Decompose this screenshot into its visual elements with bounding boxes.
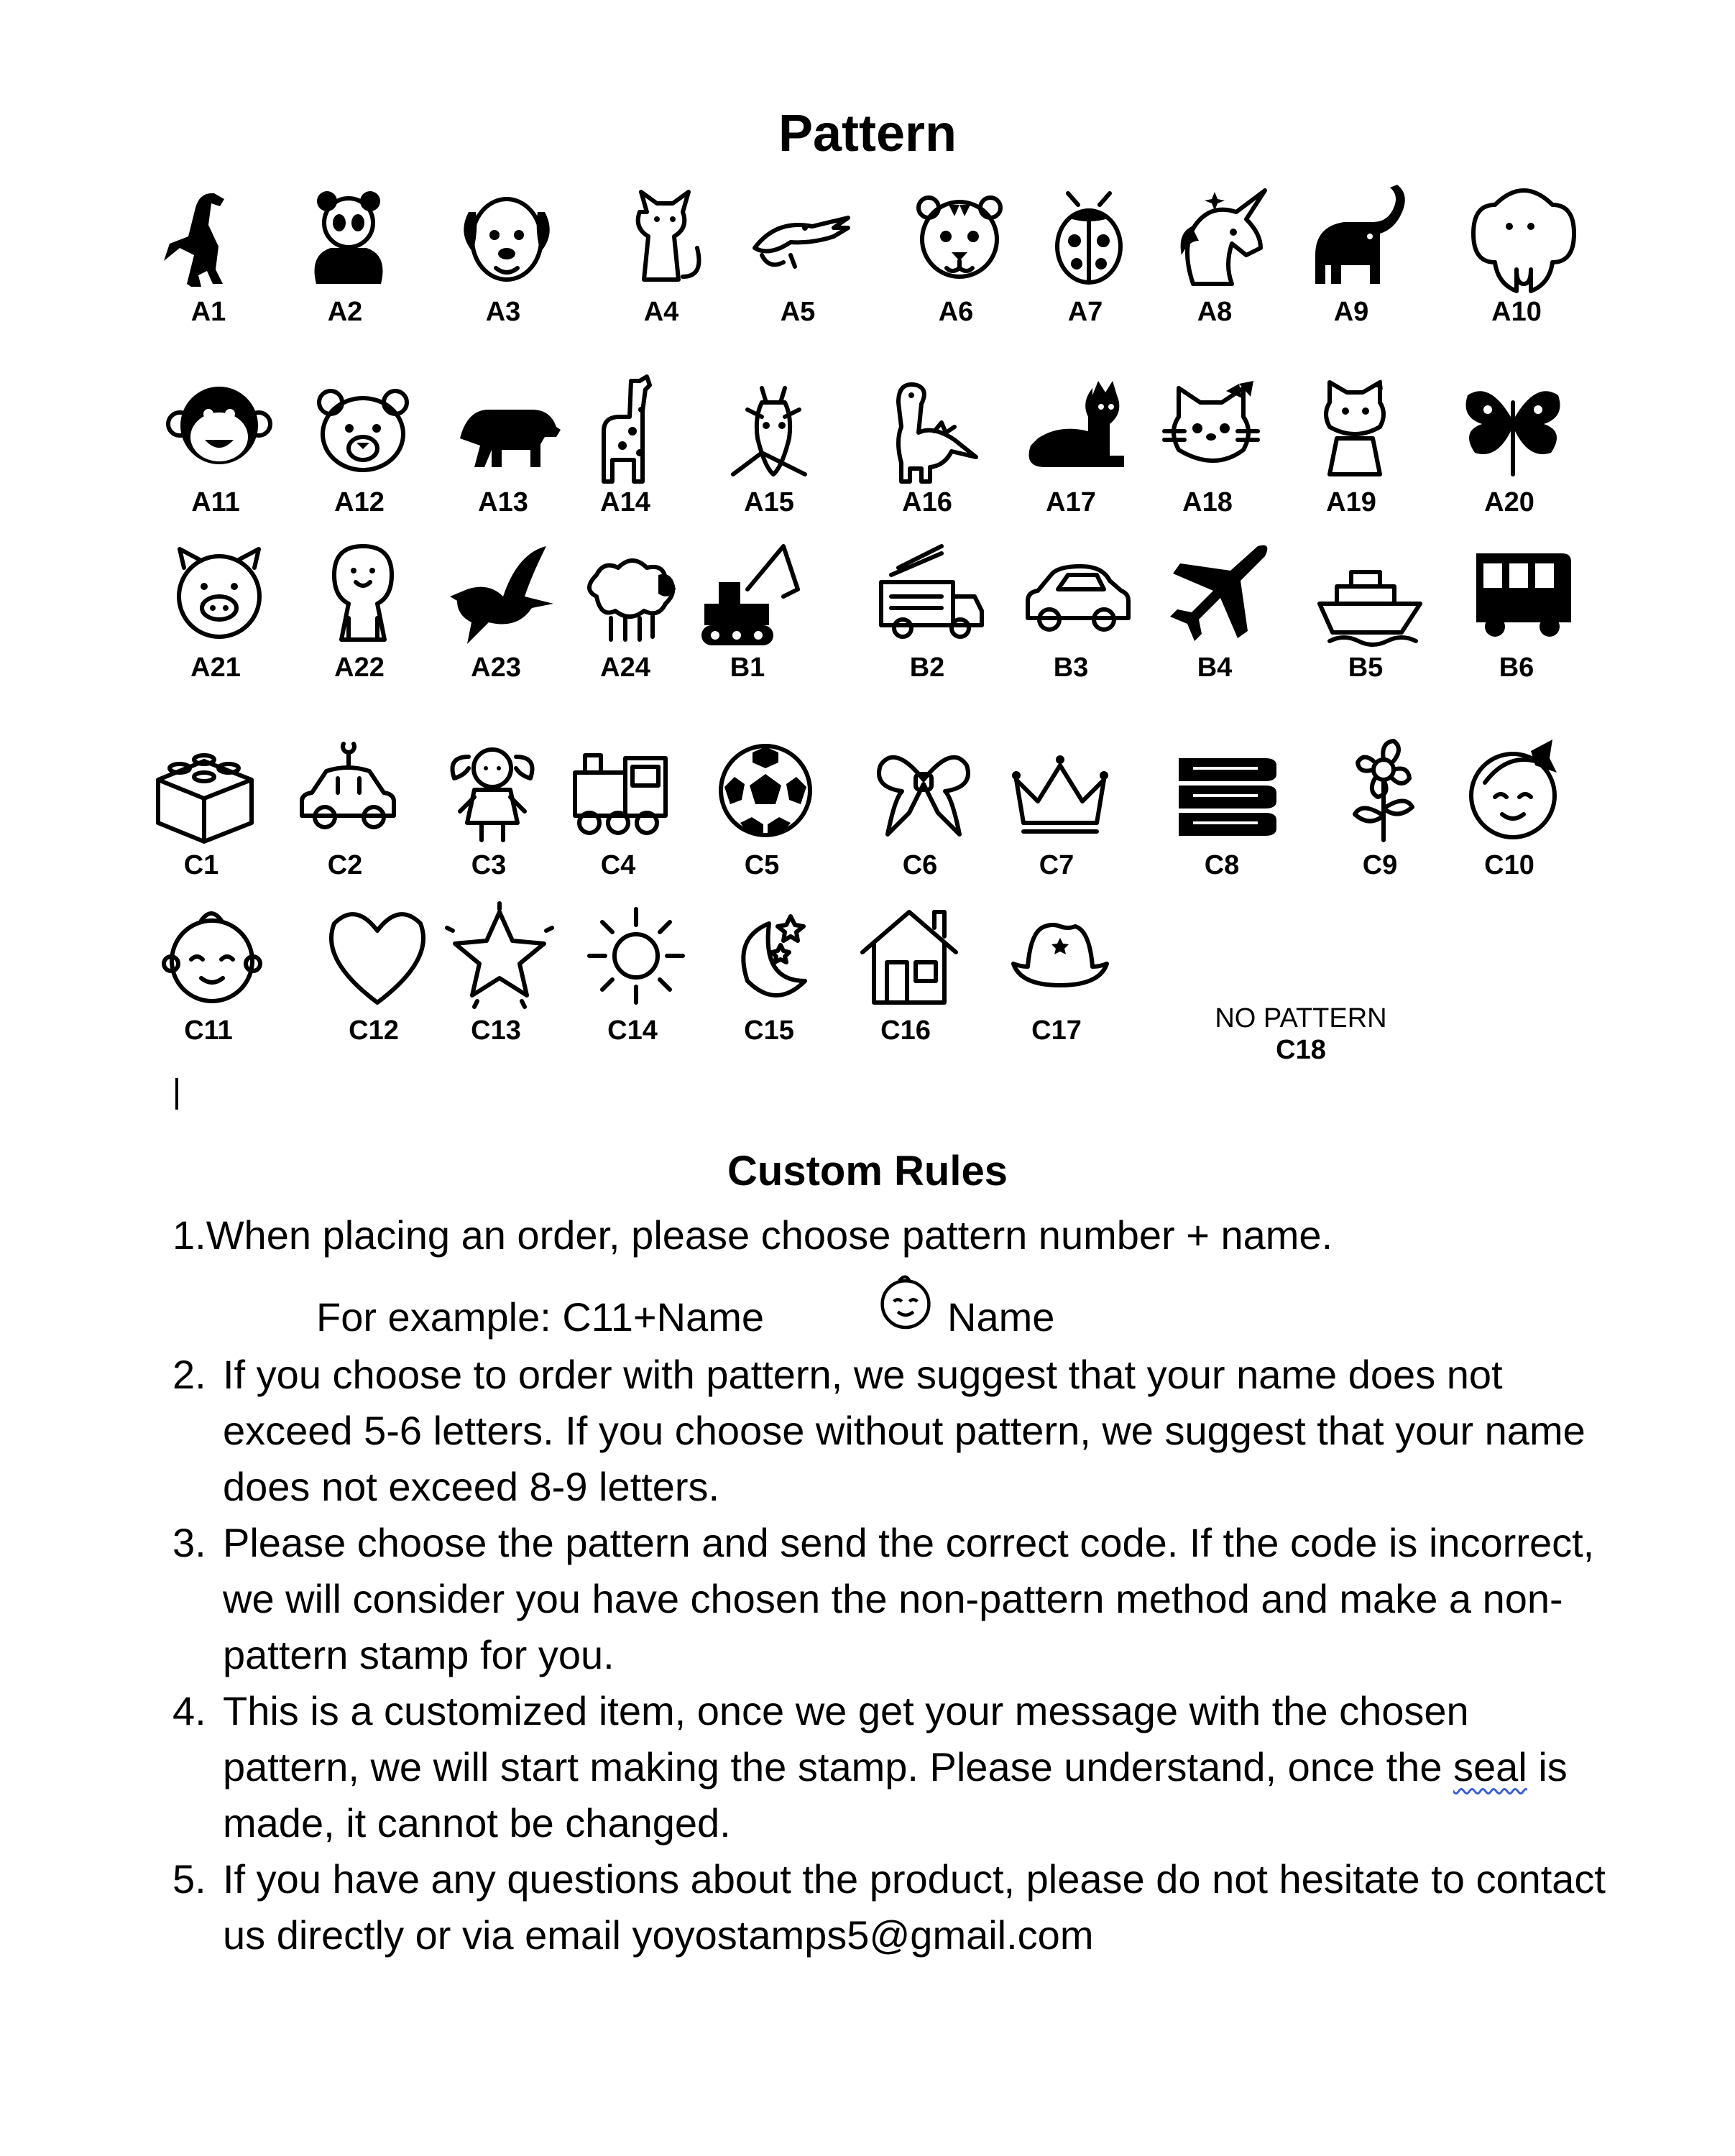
kitty-icon [1301, 374, 1409, 482]
pattern-code: A7 [1067, 297, 1103, 327]
text-cursor [175, 1078, 178, 1110]
pattern-code: A19 [1326, 487, 1376, 517]
pattern-code: B3 [1053, 653, 1089, 683]
heart-icon [323, 902, 431, 1010]
ladybug-icon [1035, 183, 1143, 291]
pattern-a22 [280, 539, 438, 719]
pattern-art [453, 183, 561, 291]
pattern-a19 [1272, 374, 1430, 553]
pattern-title: Pattern [778, 105, 957, 162]
star-icon [446, 902, 553, 1010]
pattern-code: A23 [471, 653, 521, 683]
pattern-code: A18 [1182, 487, 1233, 517]
toy-car-icon [295, 737, 402, 844]
pattern-a8 [1136, 183, 1294, 363]
pattern-art [611, 183, 719, 291]
pattern-code: C8 [1204, 850, 1240, 880]
pattern-a5 [719, 183, 877, 363]
pattern-art [1035, 183, 1143, 291]
pattern-code: A15 [744, 487, 794, 517]
pattern-a11 [137, 374, 295, 553]
doll-icon [438, 737, 546, 844]
rule-5 [172, 1851, 1610, 1963]
rules-title: Custom Rules [727, 1148, 1008, 1194]
pattern-c7 [977, 737, 1136, 916]
dove-icon [446, 539, 553, 647]
pattern-code: A4 [643, 297, 679, 327]
pattern-art [1157, 374, 1265, 482]
kitty-face-icon [1157, 374, 1265, 482]
pattern-art [1164, 539, 1272, 647]
pattern-art [582, 902, 690, 1010]
example-text: For example: C11+Name [316, 1294, 764, 1340]
pattern-art [719, 374, 827, 482]
dinosaur-cute-icon [877, 374, 985, 482]
pattern-art [719, 902, 827, 1010]
moon-stars-icon [719, 902, 827, 1010]
pattern-art [295, 183, 402, 291]
pattern-art [1301, 374, 1409, 482]
girl-face-icon [1459, 737, 1567, 844]
pattern-c16 [827, 902, 985, 1082]
dog-icon [453, 183, 561, 291]
pattern-a10 [1437, 183, 1596, 363]
butterfly-icon [1459, 374, 1567, 482]
rule-4-text-a: This is a customized item, once we get your message with the chosen pattern, we will start making the stamp. Please understand, once the [223, 1688, 1469, 1789]
building-block-icon [151, 737, 259, 844]
elephant-icon [1301, 183, 1409, 291]
lion-icon [309, 539, 417, 647]
pattern-art [1330, 737, 1437, 844]
pattern-art [165, 374, 273, 482]
airplane-icon [1164, 539, 1272, 647]
pattern-code: C6 [902, 850, 938, 880]
pattern-art [453, 374, 561, 482]
pattern-code: C10 [1484, 850, 1534, 880]
pattern-art [1006, 902, 1114, 1010]
pattern-code: B4 [1197, 653, 1233, 683]
rule-4-text-b: is made, it cannot be changed. [223, 1744, 1568, 1846]
pattern-code: A10 [1491, 297, 1542, 327]
pattern-art [1466, 183, 1574, 291]
pattern-art [575, 374, 683, 482]
pattern-code: C3 [471, 850, 507, 880]
bear-face-icon [309, 374, 417, 482]
pattern-code: C11 [184, 1015, 233, 1046]
rule-2 [172, 1347, 1610, 1515]
crocodile-icon [747, 183, 855, 291]
pig-icon [165, 539, 273, 647]
pattern-art [568, 737, 676, 844]
rule-4 [172, 1683, 1610, 1851]
pattern-art [295, 737, 402, 844]
cat-icon [611, 183, 719, 291]
tiger-icon [906, 183, 1013, 291]
pattern-art [877, 374, 985, 482]
train-icon [568, 737, 676, 844]
pattern-art [697, 539, 805, 647]
pattern-art [747, 183, 855, 291]
unicorn-icon [1164, 183, 1272, 291]
pattern-b3 [992, 539, 1150, 719]
pattern-code: A17 [1046, 487, 1096, 517]
pattern-code: A14 [600, 487, 650, 517]
pattern-b6 [1437, 539, 1596, 719]
pattern-code: A16 [902, 487, 952, 517]
soccer-ball-icon [712, 737, 819, 844]
baby-face-icon [873, 1269, 938, 1334]
pattern-code: A12 [334, 487, 385, 517]
pattern-art [158, 183, 266, 291]
house-icon [855, 902, 963, 1010]
pattern-c2 [266, 737, 424, 916]
pattern-code: A21 [190, 653, 241, 683]
pattern-code: A22 [334, 653, 385, 683]
flower-icon [1330, 737, 1437, 844]
pattern-c11 [129, 902, 287, 1082]
giraffe-head-icon [719, 374, 827, 482]
pattern-art [1172, 737, 1279, 844]
rule-4-flagged-word: seal [1453, 1744, 1527, 1789]
rule-3 [172, 1515, 1610, 1683]
pattern-a4 [582, 183, 740, 363]
rule-4-number: 4. [172, 1688, 206, 1733]
pattern-a16 [848, 374, 1006, 553]
pattern-c13 [417, 902, 575, 1082]
pattern-code: B1 [730, 653, 765, 683]
pattern-b2 [848, 539, 1006, 719]
pattern-c5 [683, 737, 841, 916]
pattern-a15 [690, 374, 848, 553]
pattern-art [165, 539, 273, 647]
pattern-art [855, 902, 963, 1010]
pattern-a14 [546, 374, 704, 553]
pattern-code: C16 [880, 1015, 931, 1046]
pattern-art [575, 539, 683, 647]
bow-icon [870, 737, 977, 844]
pattern-a20 [1430, 374, 1588, 553]
pattern-code: A6 [938, 297, 974, 327]
excavator-icon [697, 539, 805, 647]
pattern-art [1315, 539, 1423, 647]
rules-list [172, 1207, 1610, 1963]
pattern-a9 [1272, 183, 1430, 363]
pattern-c15 [690, 902, 848, 1082]
pattern-code: A8 [1197, 297, 1233, 327]
pattern-b5 [1287, 539, 1445, 719]
pattern-c4 [539, 737, 697, 916]
pattern-art [323, 902, 431, 1010]
baby-face-icon [158, 902, 266, 1010]
pattern-art [1164, 183, 1272, 291]
pattern-a3 [424, 183, 582, 363]
rule-1: 1.When placing an order, please choose pattern number + name. [172, 1212, 1333, 1258]
no-pattern-option [1179, 1003, 1423, 1066]
pattern-code: A13 [478, 487, 528, 517]
dinosaur-icon [158, 183, 266, 291]
pattern-art [870, 737, 977, 844]
pattern-art [1466, 539, 1574, 647]
pattern-art [446, 902, 553, 1010]
pattern-a2 [266, 183, 424, 363]
pattern-art [446, 539, 553, 647]
bear-icon [453, 374, 561, 482]
pattern-code: C4 [600, 850, 636, 880]
pattern-code: C13 [471, 1015, 521, 1046]
pattern-c10 [1430, 737, 1588, 916]
pattern-code: C2 [327, 850, 363, 880]
pattern-a17 [992, 374, 1150, 553]
pattern-b1 [668, 539, 827, 719]
giraffe-icon [575, 374, 683, 482]
pattern-c17 [977, 902, 1136, 1082]
cowboy-hat-icon [1006, 902, 1114, 1010]
pattern-art [158, 902, 266, 1010]
pattern-code: C14 [607, 1015, 658, 1046]
rule-2-text: If you choose to order with pattern, we suggest that your name does not exceed 5-6 letters. If you choose without pattern, we suggest that your name does not exceed 8-9 letters. [223, 1352, 1586, 1509]
ship-icon [1315, 539, 1423, 647]
example-name: Name [947, 1294, 1055, 1340]
pattern-art [877, 539, 985, 647]
pattern-art [1006, 737, 1114, 844]
pattern-c1 [122, 737, 280, 916]
pattern-code: A24 [600, 653, 650, 683]
pattern-code: B6 [1499, 653, 1534, 683]
rule-2-number: 2. [172, 1352, 206, 1397]
pattern-code: A1 [190, 297, 226, 327]
pattern-art [1459, 737, 1567, 844]
pattern-code: A9 [1333, 297, 1369, 327]
pattern-code: C15 [744, 1015, 794, 1046]
black-cat-icon [1021, 374, 1128, 482]
pattern-a1 [129, 183, 287, 363]
rule-5-number: 5. [172, 1856, 206, 1902]
pattern-code: C12 [349, 1015, 399, 1046]
rule-3-number: 3. [172, 1520, 206, 1565]
sun-icon [582, 902, 690, 1010]
pattern-c14 [553, 902, 712, 1082]
rule-3-text: Please choose the pattern and send the correct code. If the code is incorrect, we will consider you have chosen the non-pattern method and make a non-pattern stamp for you. [223, 1520, 1595, 1677]
pattern-art [438, 737, 546, 844]
pattern-code: B5 [1348, 653, 1384, 683]
pattern-c6 [841, 737, 999, 916]
monkey-icon [165, 374, 273, 482]
books-icon [1172, 737, 1279, 844]
rule-example [316, 1289, 1610, 1347]
no-pattern-label: NO PATTERN [1215, 1003, 1387, 1033]
pattern-code: C17 [1031, 1015, 1082, 1046]
pattern-code: A20 [1484, 487, 1534, 517]
pattern-code: B2 [909, 653, 945, 683]
crown-icon [1006, 737, 1114, 844]
pattern-art [309, 374, 417, 482]
pattern-code: A3 [485, 297, 521, 327]
pattern-art [1459, 374, 1567, 482]
pattern-a21 [137, 539, 295, 719]
pattern-code: C5 [744, 850, 780, 880]
pattern-art [712, 737, 819, 844]
bus-icon [1466, 539, 1574, 647]
elephant-head-icon [1466, 183, 1574, 291]
pattern-code: C1 [183, 850, 219, 880]
sheep-icon [575, 539, 683, 647]
pattern-c8 [1143, 737, 1301, 916]
pattern-b4 [1136, 539, 1294, 719]
panda-icon [295, 183, 402, 291]
no-pattern-code: C18 [1276, 1035, 1326, 1065]
pattern-art [906, 183, 1013, 291]
pattern-a18 [1128, 374, 1287, 553]
pattern-art [309, 539, 417, 647]
pattern-art [1021, 374, 1128, 482]
pattern-code: A11 [191, 487, 240, 517]
pattern-code: C9 [1362, 850, 1398, 880]
fire-truck-icon [877, 539, 985, 647]
car-icon [1021, 539, 1128, 647]
pattern-code: C7 [1039, 850, 1074, 880]
pattern-code: A2 [327, 297, 363, 327]
rule-5-text: If you have any questions about the product, please do not hesitate to contact us directly or via email yoyostamps5@gmail.com [223, 1856, 1606, 1958]
pattern-art [1301, 183, 1409, 291]
pattern-art [1021, 539, 1128, 647]
pattern-art [151, 737, 259, 844]
pattern-a12 [280, 374, 438, 553]
pattern-code: A5 [780, 297, 816, 327]
